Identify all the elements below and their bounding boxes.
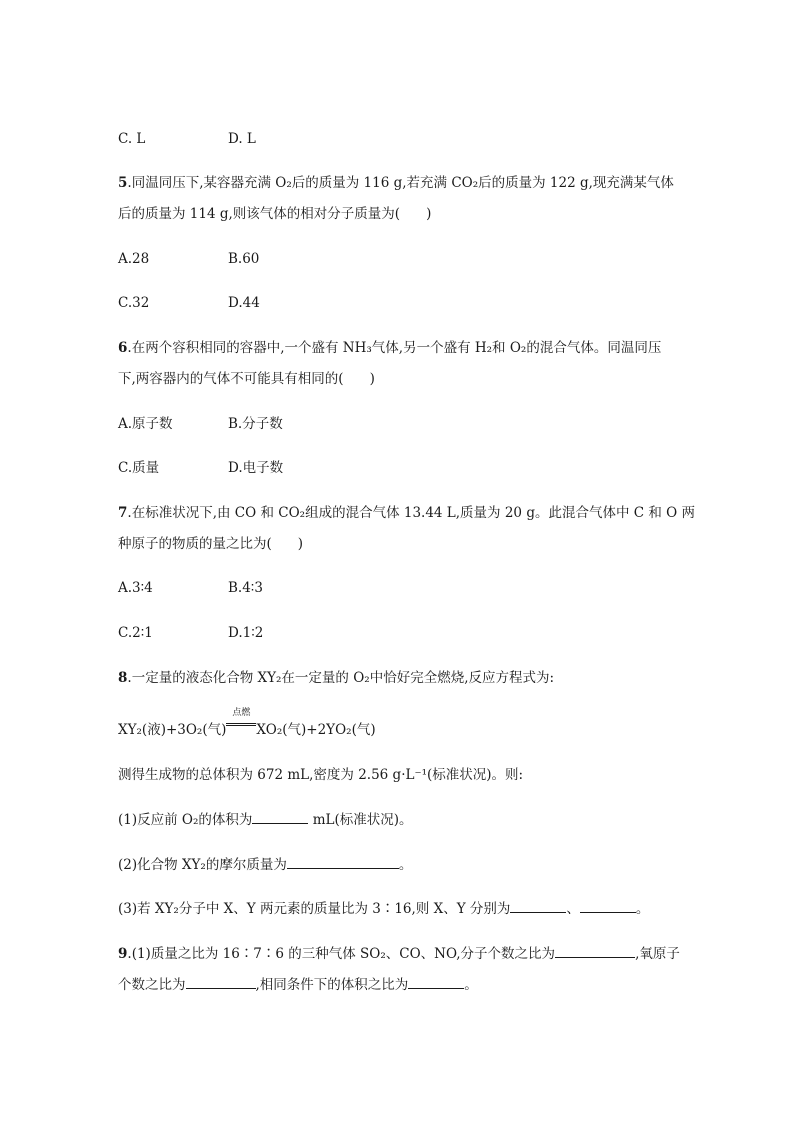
q5-option-d: D.44	[228, 295, 260, 311]
q7-stem-line1	[118, 503, 695, 523]
q5-stem-line1	[118, 173, 674, 193]
reaction-condition: 点燃	[232, 708, 251, 718]
q6-stem-line2	[118, 369, 375, 389]
q6-option-b: B.分子数	[228, 416, 283, 432]
q8-sub3-blank-y[interactable]	[580, 899, 636, 913]
q6-option-d: D.电子数	[228, 460, 284, 476]
q8-sub1-blank[interactable]	[252, 810, 308, 824]
q8-stem-line3: 测得生成物的总体积为 672 mL,密度为 2.56 g·L⁻¹(标准状况)。则:	[118, 767, 524, 783]
q7-option-b: B.4∶3	[228, 580, 263, 596]
q8-sub3-blank-x[interactable]	[510, 899, 566, 913]
q4-option-d: D. L	[228, 131, 256, 147]
q7-number: 7	[118, 505, 128, 521]
q9-blank-oxygen-ratio[interactable]	[186, 975, 256, 989]
q8-equation	[118, 708, 376, 740]
q5-text-2: 后的质量为 114 g,则该气体的相对分子质量为(	[118, 206, 401, 222]
q5-number: 5	[118, 175, 128, 191]
q6-stem-line1	[118, 338, 661, 358]
q6-option-a: A.原子数	[118, 416, 173, 432]
q5-option-a: A.28	[118, 251, 150, 267]
q7-option-a: A.3∶4	[118, 580, 153, 596]
q9-blank-volume-ratio[interactable]	[408, 975, 464, 989]
q8-equation-right: XO₂(气)+2YO₂(气)	[256, 722, 376, 738]
q8-equation-left: XY₂(液)+3O₂(气)	[118, 722, 227, 738]
q7-option-d: D.1∶2	[228, 625, 264, 641]
q8-sub2: (2)化合物 XY₂的摩尔质量为 。	[118, 857, 413, 873]
q4-option-c: C. L	[118, 131, 146, 147]
q7-stem-line2	[118, 534, 303, 554]
q6-option-c: C.质量	[118, 460, 160, 476]
reaction-arrow	[226, 708, 256, 740]
q8-text-1: .一定量的液态化合物 XY₂在一定量的 O₂中恰好完全燃烧,反应方程式为:	[127, 670, 555, 686]
q6-number: 6	[118, 340, 128, 356]
q8-sub1: (1)反应前 O₂的体积为 mL(标准状况)。	[118, 812, 413, 828]
q9-number: 9	[118, 946, 128, 962]
q8-number: 8	[118, 670, 128, 686]
q9-stem-line2: 个数之比为 ,相同条件下的体积之比为 。	[118, 977, 478, 993]
q7-text-2: 种原子的物质的量之比为(	[118, 536, 272, 552]
q6-text-2: 下,两容器内的气体不可能具有相同的(	[118, 371, 344, 387]
q5-option-c: C.32	[118, 295, 150, 311]
q8-stem-line1	[118, 668, 554, 688]
q7-text-1: .在标准状况下,由 CO 和 CO₂组成的混合气体 13.44 L,质量为 20 g。此混合气体中 C 和 O 两	[127, 505, 696, 521]
q9-blank-molecule-ratio[interactable]	[555, 944, 635, 958]
q9-stem-line1: 9.(1)质量之比为 16∶7∶6 的三种气体 SO₂、CO、NO,分子个数之比为 ,氧原子	[118, 946, 680, 962]
q8-sub2-blank[interactable]	[287, 855, 399, 869]
q5-option-b: B.60	[228, 251, 260, 267]
q5-text-1: .同温同压下,某容器充满 O₂后的质量为 116 g,若充满 CO₂后的质量为 122 g,现充满某气体	[127, 175, 674, 191]
q5-paren-close: )	[426, 206, 432, 222]
q6-paren-close: )	[369, 371, 375, 387]
q7-paren-close: )	[297, 536, 304, 552]
q7-option-c: C.2∶1	[118, 625, 153, 641]
q6-text-1: .在两个容积相同的容器中,一个盛有 NH₃气体,另一个盛有 H₂和 O₂的混合气体。同温同压	[127, 340, 662, 356]
q5-stem-line2	[118, 204, 431, 224]
q8-sub3: (3)若 XY₂分子中 X、Y 两元素的质量比为 3∶16,则 X、Y 分别为 、 。	[118, 901, 650, 917]
